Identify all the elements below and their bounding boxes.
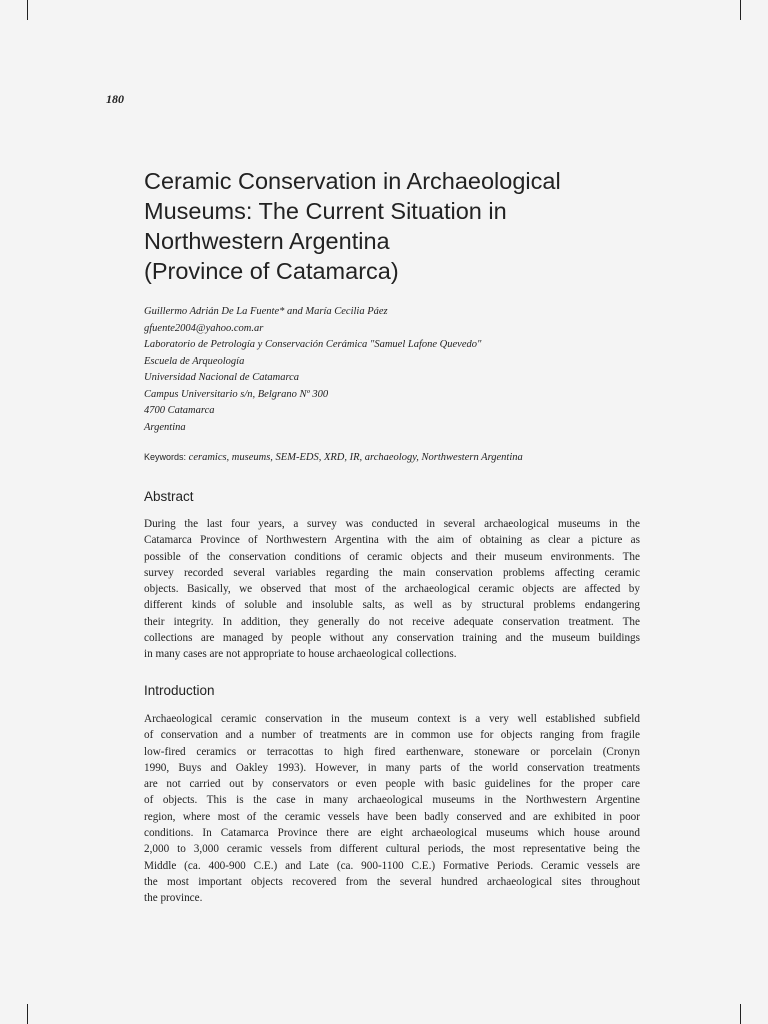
text-line: the province.	[144, 892, 203, 905]
affiliation-line: Universidad Nacional de Catamarca	[144, 372, 300, 383]
crop-mark	[27, 0, 28, 20]
abstract-body	[144, 516, 640, 663]
text-line: Archaeological ceramic conservation in the museum context is a very well established subfield	[144, 713, 640, 725]
text-line: possible of the conservation conditions of ceramic objects and their museum environments. The	[144, 550, 640, 563]
text-line: of objects. This is the case in many archaeological museums in the Northwestern Argentine	[144, 794, 640, 807]
text-line: survey recorded several variables regarding the main conservation problems affecting ceramic	[144, 566, 640, 579]
text-line: the most important objects recovered from the several hundred archaeological sites throughout	[144, 875, 640, 888]
text-line: of conservation and a number of treatments are in common use for objects ranging from fragile	[144, 729, 640, 742]
affiliation-line: 4700 Catamarca	[144, 405, 215, 416]
keywords-label: Keywords:	[144, 452, 187, 462]
text-line: 1990, Buys and Oakley 1993). However, in many parts of the world conservation treatments	[144, 761, 640, 774]
affiliation-line: Escuela de Arqueología	[144, 355, 245, 367]
crop-mark	[740, 1004, 741, 1024]
introduction-body	[144, 711, 640, 907]
title-line: Northwestern Argentina	[144, 228, 390, 254]
text-line: conditions. In Catamarca Province there are eight archaeological museums which house around	[144, 827, 640, 840]
text-line: Middle (ca. 400-900 C.E.) and Late (ca. 900-1100 C.E.) Formative Periods. Ceramic vessels are	[144, 859, 640, 872]
text-line: Catamarca Province of Northwestern Argentina with the aim of obtaining as clear a picture as	[144, 534, 640, 547]
affiliation-line: Argentina	[144, 421, 186, 433]
title-line: Ceramic Conservation in Archaeological	[144, 168, 561, 194]
author-affiliation	[144, 304, 624, 436]
introduction-heading: Introduction	[144, 683, 215, 698]
author-email: gfuente2004@yahoo.com.ar	[144, 322, 264, 334]
text-line: During the last four years, a survey was conducted in several archaeological museums in the	[144, 518, 640, 530]
crop-mark	[740, 0, 741, 20]
crop-mark	[27, 1004, 28, 1024]
abstract-heading: Abstract	[144, 489, 194, 504]
title-line: (Province of Catamarca)	[144, 258, 399, 284]
text-line: objects. Basically, we observed that most of the archaeological ceramic objects are affected by	[144, 583, 640, 596]
text-line: their integrity. In addition, they generally do not receive adequate conservation treatment. The	[144, 615, 640, 628]
text-line: 2,000 to 3,000 ceramic vessels from different cultural periods, the most representative being the	[144, 843, 640, 856]
text-line: region, where most of the ceramic vessels have been badly conserved and are exhibited in poor	[144, 810, 640, 823]
text-line: low-fired ceramics or terracottas to high fired earthenware, stoneware or porcelain (Cronyn	[144, 745, 640, 758]
affiliation-line: Campus Universitario s/n, Belgrano Nº 300	[144, 388, 329, 400]
text-line: different kinds of soluble and insoluble salts, as well as by structural problems endangering	[144, 599, 640, 612]
text-line: are not carried out by conservators or even people with basic guidelines for the proper care	[144, 778, 640, 791]
page-number: 180	[106, 92, 124, 106]
keywords-value: ceramics, museums, SEM-EDS, XRD, IR, archaeology, Northwestern Argentina	[188, 452, 523, 463]
article-title	[144, 166, 704, 286]
authors: Guillermo Adrián De La Fuente* and María Cecilia Páez	[144, 306, 388, 317]
title-line: Museums: The Current Situation in	[144, 198, 507, 224]
affiliation-line: Laboratorio de Petrología y Conservación Cerámica "Samuel Lafone Quevedo"	[144, 339, 482, 350]
text-line: collections are managed by people without any conservation training and the museum buildings	[144, 632, 640, 645]
keywords	[144, 452, 644, 463]
text-line: in many cases are not appropriate to house archaeological collections.	[144, 648, 457, 661]
